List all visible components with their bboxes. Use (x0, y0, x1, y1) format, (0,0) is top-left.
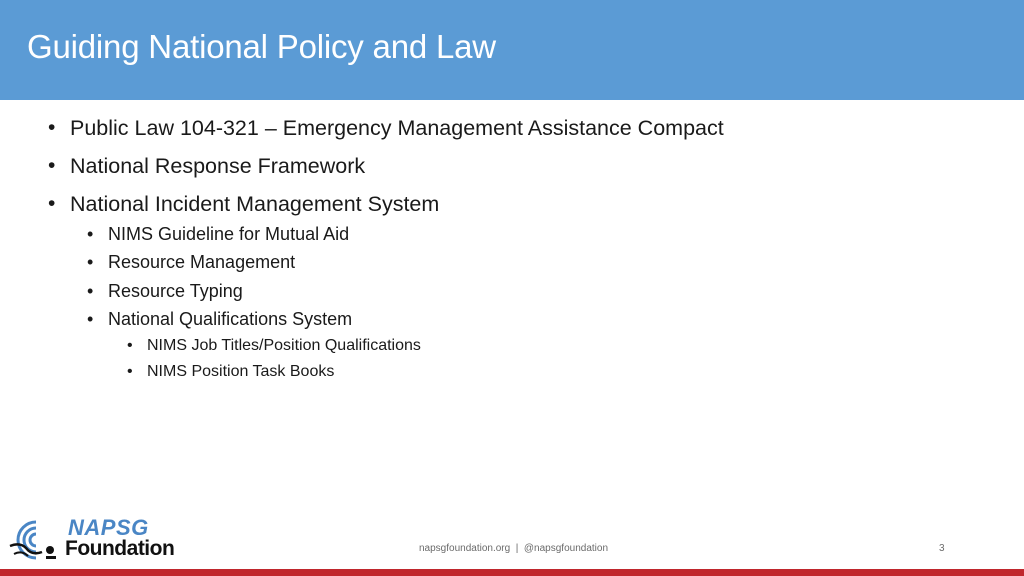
bullet-text: NIMS Position Task Books (147, 363, 335, 380)
bullet-dot: • (87, 224, 94, 244)
bullet-dot: • (87, 252, 94, 272)
bullet-text: Resource Typing (108, 281, 243, 301)
napsg-logo (6, 512, 175, 564)
logo-wordmark-napsg: NAPSG (68, 515, 149, 540)
bullet-dot: • (48, 116, 56, 139)
bullet-dot: • (48, 192, 56, 215)
bullet-dot: • (127, 363, 133, 380)
bottom-accent-stripe (0, 569, 1024, 576)
title-bar (0, 0, 1024, 100)
signal-waves-icon (6, 512, 66, 564)
bullet-text: NIMS Job Titles/Position Qualifications (147, 337, 421, 354)
bullet-text: National Response Framework (70, 154, 366, 178)
bullet-text: National Qualifications System (108, 309, 353, 329)
page-number: 3 (939, 543, 945, 554)
bullet-text: NIMS Guideline for Mutual Aid (108, 224, 350, 244)
bullet-text: Resource Management (108, 252, 296, 272)
bullet-dot: • (87, 309, 94, 329)
bullet-dot: • (87, 281, 94, 301)
logo-wordmark-foundation: Foundation (65, 537, 175, 560)
slide-title: Guiding National Policy and Law (27, 28, 496, 65)
bullet-dot: • (127, 337, 133, 354)
bullet-text: Public Law 104-321 – Emergency Management Assistance Compact (70, 116, 724, 140)
footer-links: napsgfoundation.org | @napsgfoundation (419, 543, 609, 554)
bullet-dot: • (48, 154, 56, 177)
bullet-text: National Incident Management System (70, 192, 440, 216)
